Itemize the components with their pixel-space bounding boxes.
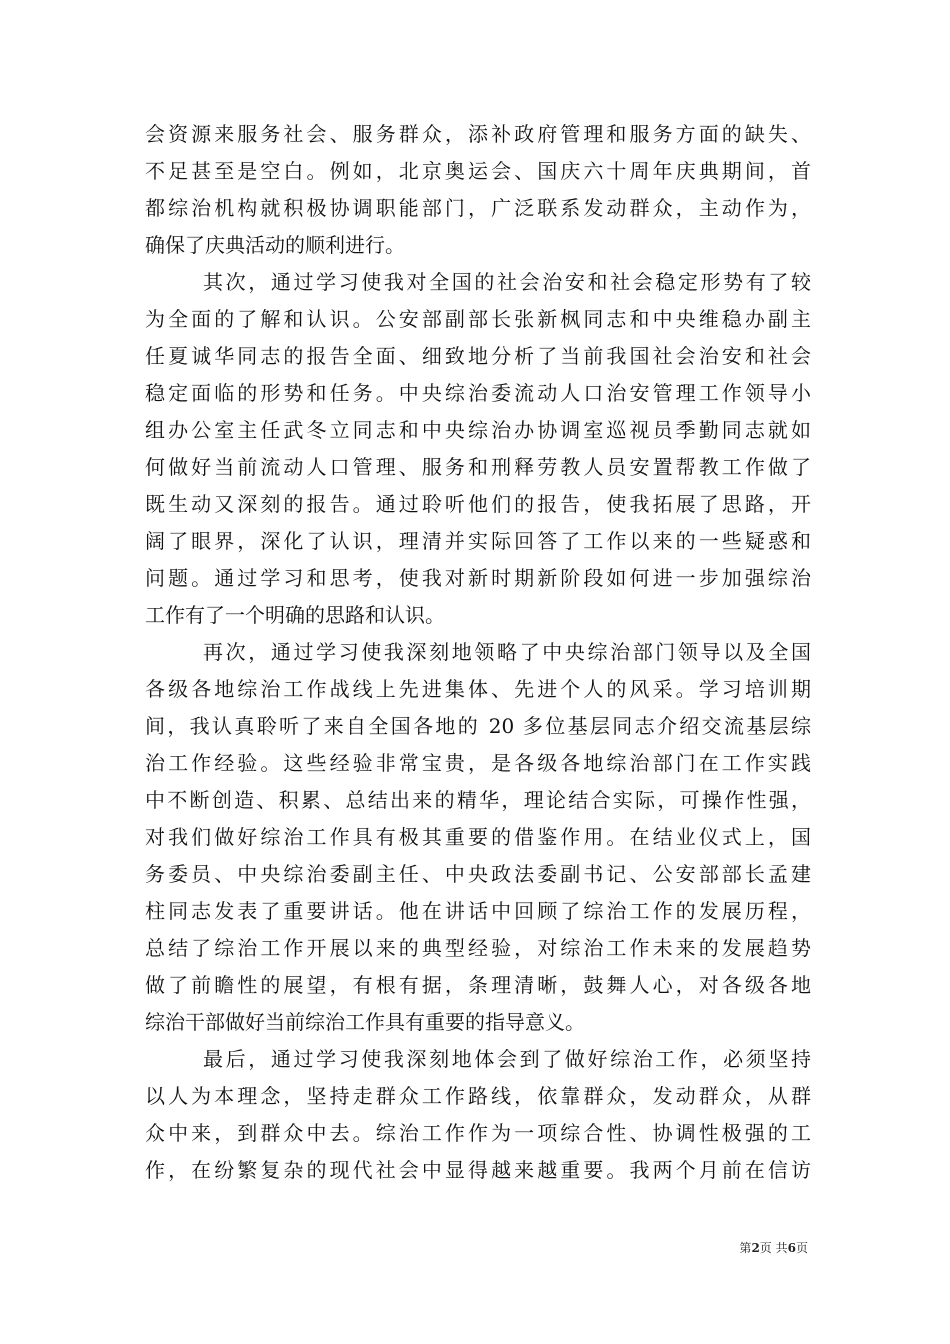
text-line: 众中来，到群众中去。综治工作作为一项综合性、协调性极强的工 bbox=[145, 1121, 811, 1145]
text-line: 总结了综治工作开展以来的典型经验，对综治工作未来的发展趋势 bbox=[145, 936, 811, 960]
text-line: 稳定面临的形势和任务。中央综治委流动人口治安管理工作领导小 bbox=[145, 381, 811, 405]
text-line: 不足甚至是空白。例如，北京奥运会、国庆六十周年庆典期间，首 bbox=[145, 159, 811, 183]
text-line: 最后，通过学习使我深刻地体会到了做好综治工作，必须坚持 bbox=[203, 1047, 811, 1071]
current-page-number: 2 bbox=[751, 1241, 760, 1255]
text-line: 做了前瞻性的展望，有根有据，条理清晰，鼓舞人心，对各级各地 bbox=[145, 973, 811, 997]
text-line: 任夏诚华同志的报告全面、细致地分析了当前我国社会治安和社会 bbox=[145, 344, 811, 368]
text-line: 作，在纷繁复杂的现代社会中显得越来越重要。我两个月前在信访 bbox=[145, 1158, 811, 1182]
text-line: 其次，通过学习使我对全国的社会治安和社会稳定形势有了较 bbox=[203, 270, 811, 294]
text-line: 务委员、中央综治委副主任、中央政法委副书记、公安部部长孟建 bbox=[145, 862, 811, 886]
footer-middle: 页 共 bbox=[759, 1241, 788, 1255]
page-number-footer bbox=[700, 1240, 808, 1256]
paragraph bbox=[145, 116, 811, 264]
footer-prefix: 第 bbox=[739, 1241, 752, 1255]
document-body bbox=[145, 116, 811, 1189]
text-line: 都综治机构就积极协调职能部门，广泛联系发动群众，主动作为， bbox=[145, 196, 811, 220]
text-line: 治工作经验。这些经验非常宝贵，是各级各地综治部门在工作实践 bbox=[145, 751, 811, 775]
text-line: 综治干部做好当前综治工作具有重要的指导意义。 bbox=[145, 1010, 585, 1034]
text-line: 既生动又深刻的报告。通过聆听他们的报告，使我拓展了思路，开 bbox=[145, 492, 811, 516]
text-line: 确保了庆典活动的顺利进行。 bbox=[145, 233, 405, 257]
text-line: 再次，通过学习使我深刻地领略了中央综治部门领导以及全国 bbox=[203, 640, 811, 664]
text-line: 为全面的了解和认识。公安部副部长张新枫同志和中央维稳办副主 bbox=[145, 307, 811, 331]
paragraph bbox=[145, 1041, 811, 1189]
text-line: 间，我认真聆听了来自全国各地的 20 多位基层同志介绍交流基层综 bbox=[145, 714, 811, 738]
text-line: 会资源来服务社会、服务群众，添补政府管理和服务方面的缺失、 bbox=[145, 122, 811, 146]
total-page-number: 6 bbox=[787, 1241, 796, 1255]
text-line: 问题。通过学习和思考，使我对新时期新阶段如何进一步加强综治 bbox=[145, 566, 811, 590]
text-line: 工作有了一个明确的思路和认识。 bbox=[145, 603, 445, 627]
text-line: 阔了眼界，深化了认识，理清并实际回答了工作以来的一些疑惑和 bbox=[145, 529, 811, 553]
text-line: 以人为本理念，坚持走群众工作路线，依靠群众，发动群众，从群 bbox=[145, 1084, 811, 1108]
footer-suffix: 页 bbox=[795, 1241, 808, 1255]
paragraph bbox=[145, 264, 811, 634]
text-line: 各级各地综治工作战线上先进集体、先进个人的风采。学习培训期 bbox=[145, 677, 811, 701]
text-line: 何做好当前流动人口管理、服务和刑释劳教人员安置帮教工作做了 bbox=[145, 455, 811, 479]
text-line: 对我们做好综治工作具有极其重要的借鉴作用。在结业仪式上，国 bbox=[145, 825, 811, 849]
paragraph bbox=[145, 634, 811, 1041]
text-line: 中不断创造、积累、总结出来的精华，理论结合实际，可操作性强， bbox=[145, 788, 811, 812]
text-line: 柱同志发表了重要讲话。他在讲话中回顾了综治工作的发展历程， bbox=[145, 899, 811, 923]
text-line: 组办公室主任武冬立同志和中央综治办协调室巡视员季勤同志就如 bbox=[145, 418, 811, 442]
